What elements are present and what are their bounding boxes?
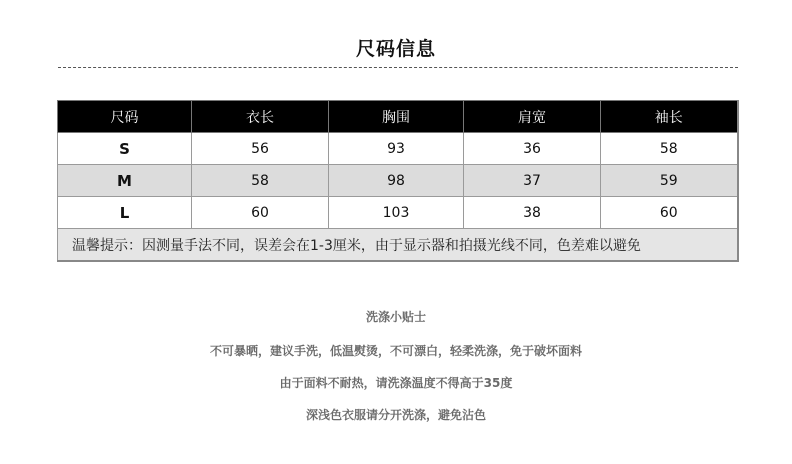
header-length: 衣长: [192, 101, 329, 133]
table-cell: 59: [601, 165, 738, 197]
table-cell: L: [58, 197, 192, 229]
header-sleeve: 袖长: [601, 101, 738, 133]
header-size: 尺码: [58, 101, 192, 133]
header-chest: 胸围: [329, 101, 464, 133]
header-shoulder: 肩宽: [464, 101, 601, 133]
table-cell: 38: [464, 197, 601, 229]
care-line: 不可暴晒，建议手洗，低温熨烫，不可漂白，轻柔洗涤，免于破坏面料: [209, 344, 582, 358]
table-cell: 58: [192, 165, 329, 197]
table-cell: 60: [601, 197, 738, 229]
table-cell: 60: [192, 197, 329, 229]
table-cell: 37: [464, 165, 601, 197]
table-note: 温馨提示：因测量手法不同，误差会在1-3厘米，由于显示器和拍摄光线不同，色差难以避免: [58, 229, 738, 262]
table-row: [58, 197, 738, 229]
table-row: [58, 165, 738, 197]
care-title: 洗涤小贴士: [365, 310, 426, 324]
page-title: 尺码信息: [355, 38, 436, 60]
table-cell: 93: [329, 133, 464, 165]
table-cell: 36: [464, 133, 601, 165]
size-table: [57, 100, 739, 262]
care-line: 深浅色衣服请分开洗涤，避免沾色: [305, 408, 486, 422]
table-cell: 103: [329, 197, 464, 229]
table-cell: S: [58, 133, 192, 165]
dashed-divider: [58, 67, 738, 68]
care-line: 由于面料不耐热，请洗涤温度不得高于35度: [279, 376, 513, 390]
table-cell: 56: [192, 133, 329, 165]
table-note-row: [58, 229, 738, 262]
table-cell: 98: [329, 165, 464, 197]
table-cell: 58: [601, 133, 738, 165]
table-cell: M: [58, 165, 192, 197]
table-header-row: [58, 101, 738, 133]
table-row: [58, 133, 738, 165]
